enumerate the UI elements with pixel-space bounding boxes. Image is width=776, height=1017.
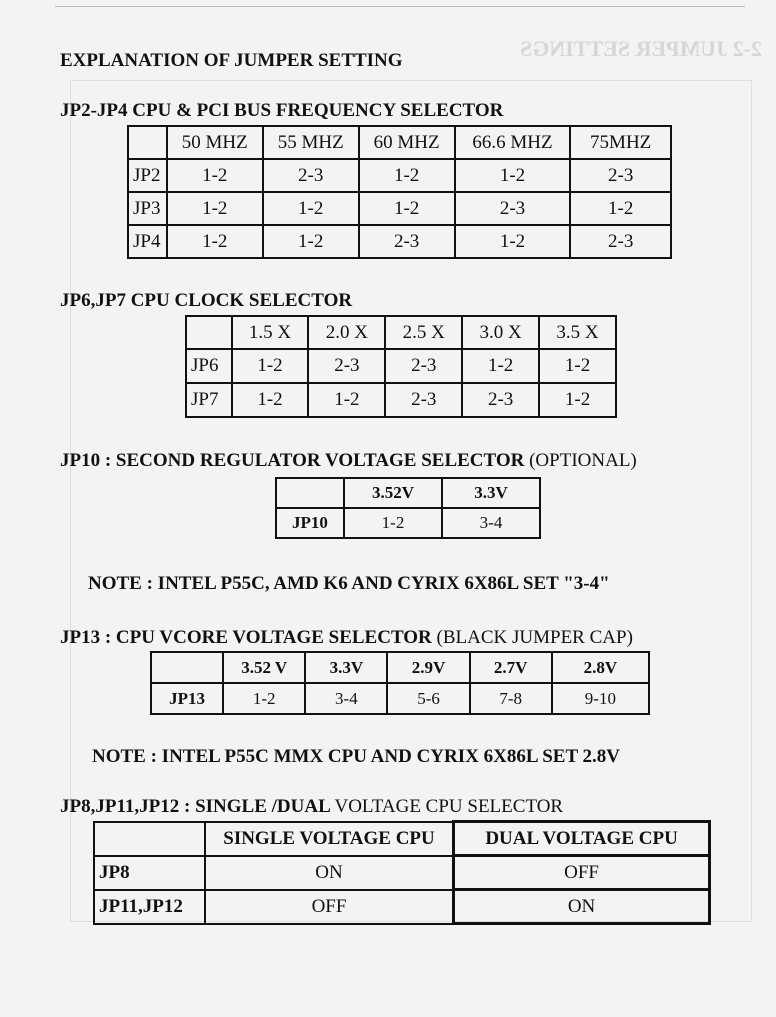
table-cell: 2-3 <box>570 225 671 258</box>
row-label: JP11,JP12 <box>94 890 205 924</box>
volt-heading-rest: VOLTAGE CPU SELECTOR <box>334 796 564 817</box>
table-cell: 1-2 <box>539 383 616 417</box>
clock-heading: JP6,JP7 CPU CLOCK SELECTOR <box>60 290 353 311</box>
table-cell: 2-3 <box>263 159 359 192</box>
table-cell: 1-2 <box>232 383 309 417</box>
page-title: EXPLANATION OF JUMPER SETTING <box>60 50 403 71</box>
volt-col-header: DUAL VOLTAGE CPU <box>454 822 710 856</box>
freq-col-header: 60 MHZ <box>359 126 455 159</box>
table-row <box>186 349 616 383</box>
jp13-table <box>150 651 650 715</box>
table-cell: 1-2 <box>539 349 616 383</box>
freq-col-header: 55 MHZ <box>263 126 359 159</box>
table-cell: OFF <box>205 890 454 924</box>
table-cell: 1-2 <box>462 349 539 383</box>
clock-col-header: 2.0 X <box>308 316 385 349</box>
jp10-note: NOTE : INTEL P55C, AMD K6 AND CYRIX 6X86L SET "3-4" <box>88 573 610 594</box>
table-cell: 2-3 <box>385 349 462 383</box>
table-cell: 1-2 <box>232 349 309 383</box>
table-cell: 1-2 <box>308 383 385 417</box>
table-cell: ON <box>205 856 454 890</box>
clock-col-header: 2.5 X <box>385 316 462 349</box>
volt-table <box>93 820 711 925</box>
jp13-heading-main: JP13 : CPU VCORE VOLTAGE SELECTOR <box>60 627 432 648</box>
jp10-heading <box>60 450 637 472</box>
table-cell: 5-6 <box>387 683 469 714</box>
top-rule <box>55 6 745 7</box>
clock-col-header: 1.5 X <box>232 316 309 349</box>
table-cell: 7-8 <box>470 683 552 714</box>
row-label: JP13 <box>151 683 223 714</box>
table-cell: 1-2 <box>223 683 305 714</box>
table-cell: 2-3 <box>570 159 671 192</box>
jp13-note: NOTE : INTEL P55C MMX CPU AND CYRIX 6X86L SET 2.8V <box>92 746 621 767</box>
clock-col-header: 3.0 X <box>462 316 539 349</box>
table-cell: 1-2 <box>344 508 442 538</box>
volt-heading-main: JP8,JP11,JP12 : SINGLE /DUAL <box>60 796 330 817</box>
jp10-table <box>275 477 541 539</box>
row-label: JP7 <box>186 383 232 417</box>
freq-heading: JP2-JP4 CPU & PCI BUS FREQUENCY SELECTOR <box>60 100 504 121</box>
freq-corner <box>128 126 167 159</box>
table-row <box>186 383 616 417</box>
row-label: JP4 <box>128 225 167 258</box>
jp13-heading <box>60 627 633 649</box>
jp10-corner <box>276 478 344 508</box>
jp10-col-header: 3.3V <box>442 478 540 508</box>
table-cell: 3-4 <box>442 508 540 538</box>
table-cell: 3-4 <box>305 683 387 714</box>
table-row <box>94 856 710 890</box>
clock-col-header: 3.5 X <box>539 316 616 349</box>
jp13-col-header: 3.52 V <box>223 652 305 683</box>
table-row <box>94 890 710 924</box>
table-cell: 1-2 <box>263 192 359 225</box>
table-row <box>151 683 649 714</box>
row-label: JP8 <box>94 856 205 890</box>
freq-table <box>127 125 672 259</box>
jp13-col-header: 2.9V <box>387 652 469 683</box>
table-cell: 1-2 <box>359 159 455 192</box>
volt-col-header: SINGLE VOLTAGE CPU <box>205 822 454 856</box>
jp13-heading-cap: (BLACK JUMPER CAP) <box>436 627 633 648</box>
table-cell: 1-2 <box>167 225 263 258</box>
table-cell: 2-3 <box>308 349 385 383</box>
table-row <box>128 225 671 258</box>
freq-col-header: 50 MHZ <box>167 126 263 159</box>
table-cell: OFF <box>454 856 710 890</box>
clock-table <box>185 315 617 418</box>
jp13-corner <box>151 652 223 683</box>
jp10-col-header: 3.52V <box>344 478 442 508</box>
table-cell: 9-10 <box>552 683 649 714</box>
table-cell: 2-3 <box>462 383 539 417</box>
table-cell: 1-2 <box>359 192 455 225</box>
table-cell: 2-3 <box>385 383 462 417</box>
jp10-heading-optional: (OPTIONAL) <box>529 450 637 471</box>
volt-corner <box>94 822 205 856</box>
row-label: JP2 <box>128 159 167 192</box>
row-label: JP3 <box>128 192 167 225</box>
table-cell: ON <box>454 890 710 924</box>
table-cell: 1-2 <box>455 159 571 192</box>
volt-heading <box>60 796 563 818</box>
freq-col-header: 75MHZ <box>570 126 671 159</box>
table-row <box>128 159 671 192</box>
table-cell: 1-2 <box>570 192 671 225</box>
row-label: JP10 <box>276 508 344 538</box>
clock-corner <box>186 316 232 349</box>
table-cell: 1-2 <box>167 159 263 192</box>
row-label: JP6 <box>186 349 232 383</box>
jp13-col-header: 2.7V <box>470 652 552 683</box>
jp13-col-header: 3.3V <box>305 652 387 683</box>
freq-col-header: 66.6 MHZ <box>455 126 571 159</box>
bleed-through-text: 2-2 JUMPER SETTINGS <box>520 36 763 61</box>
table-cell: 2-3 <box>455 192 571 225</box>
jp13-col-header: 2.8V <box>552 652 649 683</box>
table-cell: 1-2 <box>167 192 263 225</box>
table-row <box>276 508 540 538</box>
table-cell: 1-2 <box>455 225 571 258</box>
table-cell: 1-2 <box>263 225 359 258</box>
table-row <box>128 192 671 225</box>
table-cell: 2-3 <box>359 225 455 258</box>
jp10-heading-main: JP10 : SECOND REGULATOR VOLTAGE SELECTOR <box>60 450 525 471</box>
